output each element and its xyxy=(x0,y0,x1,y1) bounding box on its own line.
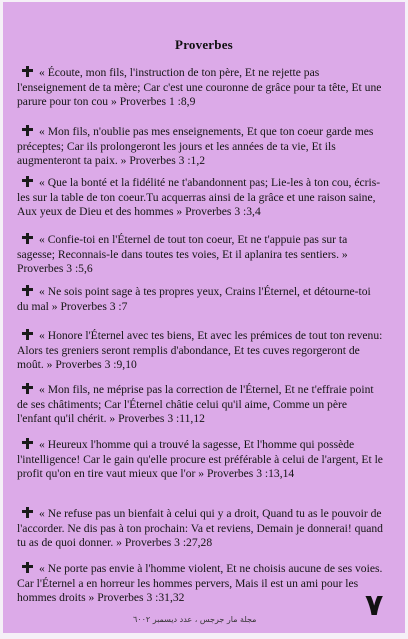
cross-icon xyxy=(22,285,33,296)
verse-6 xyxy=(17,329,383,373)
verse-text: « Honore l'Éternel avec tes biens, Et avec les prémices de tout ton revenu: Alors tes greniers seront remplis d'abondance, Et tes cuves regorgeront de moût. » Proverbes 3 :9,10 xyxy=(17,329,383,372)
cross-icon xyxy=(22,176,33,187)
verse-text: « Ne porte pas envie à l'homme violent, Et ne choisis aucune de ses voies. Car l'Éternel a en horreur les hommes pervers, Mais il est un ami pour les hommes droits » Proverbes 3 :31,32 xyxy=(17,562,383,605)
verse-text: « Confie-toi en l'Éternel de tout ton coeur, Et ne t'appuie pas sur ta sagesse; Reconnais-le dans toutes tes voies, Et il aplanira tes sentiers. » Proverbes 3 :5,6 xyxy=(17,233,348,276)
page-title: Proverbes xyxy=(175,37,233,52)
verse-8 xyxy=(17,438,383,482)
verse-3 xyxy=(17,176,383,220)
verse-1 xyxy=(17,66,383,110)
verse-text: « Que la bonté et la fidélité ne t'abandonnent pas; Lie-les à ton cou, écris-les sur la table de ton coeur.Tu acquerras ainsi de la grâce et une raison saine, Aux yeux de Dieu et des hommes » Proverbes 3 :3,4 xyxy=(17,176,381,219)
cross-icon xyxy=(22,507,33,518)
cross-icon xyxy=(22,233,33,244)
verse-text: « Mon fils, n'oublie pas mes enseignements, Et que ton coeur garde mes préceptes; Car ils prolongeront les jours et les années de ta vie, Et ils augmenteront ta paix. » Proverbes 3 :1,2 xyxy=(17,125,374,168)
verse-10 xyxy=(17,562,383,606)
verse-text: « Ne sois point sage à tes propres yeux, Crains l'Éternel, et détourne-toi du mal » Proverbes 3 :7 xyxy=(17,285,371,313)
page-number: ٧ xyxy=(365,588,384,623)
verse-7 xyxy=(17,383,383,427)
cross-icon xyxy=(22,125,33,136)
verse-5 xyxy=(17,285,383,314)
verse-text: « Mon fils, ne méprise pas la correction de l'Éternel, Et ne t'effraie point de ses châtiments; Car l'Éternel châtie celui qu'il aime, Comme un père l'enfant qu'il chérit. » Proverbes 3 :11,12 xyxy=(17,383,374,426)
cross-icon xyxy=(22,562,33,573)
cross-icon xyxy=(22,66,33,77)
verse-9 xyxy=(17,507,383,551)
cross-icon xyxy=(22,438,33,449)
verse-text: « Ne refuse pas un bienfait à celui qui y a droit, Quand tu as le pouvoir de l'accorder. Ne dis pas à ton prochain: Va et reviens, Demain je donnerai! quand tu as de quoi donner. » Proverbes 3 :27,28 xyxy=(17,507,383,550)
document-page xyxy=(3,2,405,633)
verse-text: « Heureux l'homme qui a trouvé la sagesse, Et l'homme qui possède l'intelligence! Car le gain qu'elle procure est préférable à celui de l'argent, Et le profit qu'on en tire vaut mieux que l'or » Proverbes 3 :13,14 xyxy=(17,438,383,481)
verse-2 xyxy=(17,125,383,169)
verse-text: « Écoute, mon fils, l'instruction de ton père, Et ne rejette pas l'enseignement de ta mère; Car c'est une couronne de grâce pour ta tête, Et une parure pour ton cou » Proverbes 1 :8,9 xyxy=(17,66,382,109)
magazine-footer: مجلة مار جرجس ، عدد ديسمبر ٢٠٠٦ xyxy=(133,615,257,624)
verse-4 xyxy=(17,233,383,277)
cross-icon xyxy=(22,329,33,340)
cross-icon xyxy=(22,383,33,394)
